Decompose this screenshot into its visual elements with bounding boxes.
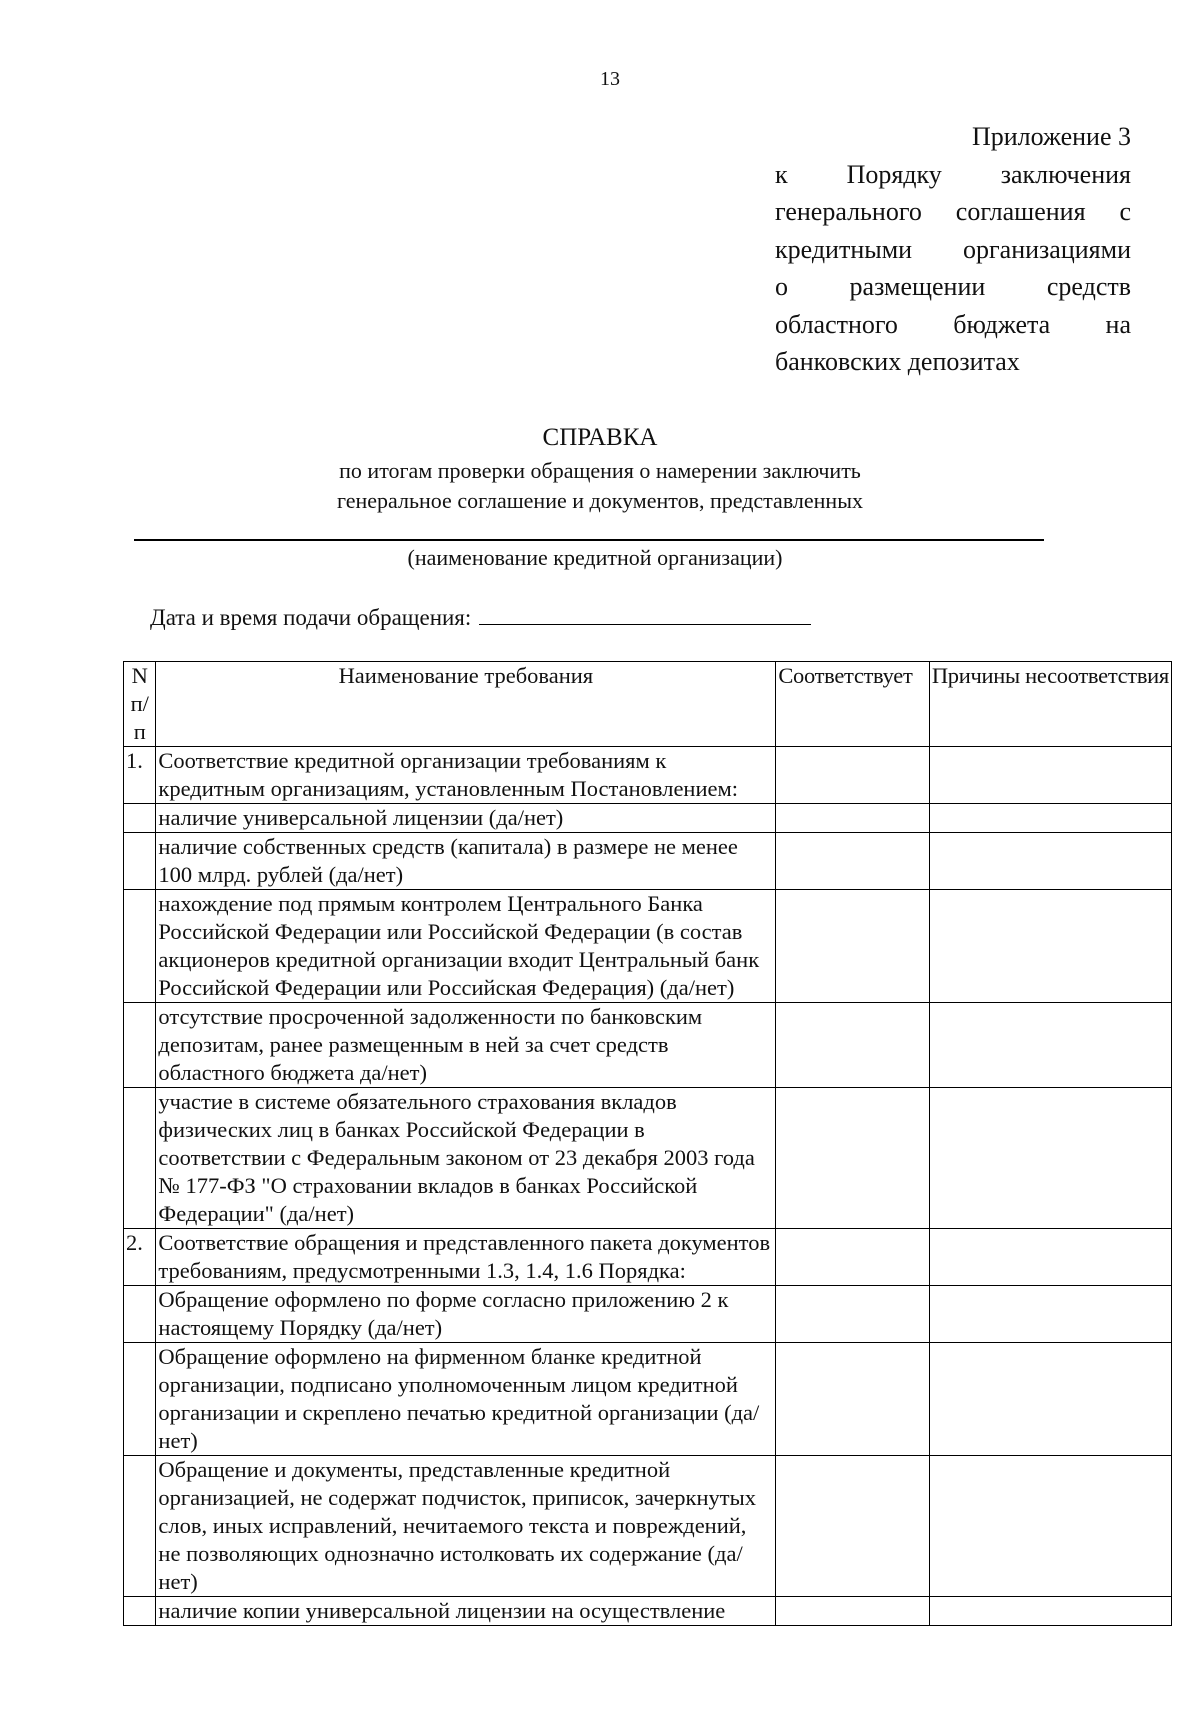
reason-cell[interactable] bbox=[929, 747, 1171, 804]
table-row bbox=[124, 1286, 1172, 1343]
reason-cell[interactable] bbox=[929, 1456, 1171, 1597]
row-text: Обращение оформлено на фирменном бланке кредитной организации, подписано уполномоченным лицом кредитной организации и скреплено печатью кредитной организации (да/нет) bbox=[156, 1343, 776, 1456]
match-cell[interactable] bbox=[776, 804, 930, 833]
date-input-line[interactable] bbox=[479, 602, 811, 625]
table-row bbox=[124, 833, 1172, 890]
match-cell[interactable] bbox=[776, 747, 930, 804]
header-num: N п/п bbox=[124, 662, 156, 747]
reason-cell[interactable] bbox=[929, 1597, 1171, 1626]
appendix-block bbox=[775, 118, 1131, 381]
appendix-line: кредитными организациями bbox=[775, 234, 1131, 264]
match-cell[interactable] bbox=[776, 1286, 930, 1343]
date-field bbox=[150, 602, 811, 631]
reason-cell[interactable] bbox=[929, 1229, 1171, 1286]
header-reasons: Причины несоответствия bbox=[929, 662, 1171, 747]
match-cell[interactable] bbox=[776, 890, 930, 1003]
table-row bbox=[124, 747, 1172, 804]
reason-cell[interactable] bbox=[929, 833, 1171, 890]
row-num: 1. bbox=[124, 747, 156, 804]
row-text: наличие универсальной лицензии (да/нет) bbox=[156, 804, 776, 833]
reason-cell[interactable] bbox=[929, 1088, 1171, 1229]
requirements-table bbox=[123, 661, 1172, 1626]
row-text: отсутствие просроченной задолженности по банковским депозитам, ранее размещенным в ней за счет средств областного бюджета да/нет) bbox=[156, 1003, 776, 1088]
match-cell[interactable] bbox=[776, 1456, 930, 1597]
match-cell[interactable] bbox=[776, 1088, 930, 1229]
row-num bbox=[124, 1456, 156, 1597]
reason-cell[interactable] bbox=[929, 890, 1171, 1003]
org-name-line[interactable] bbox=[134, 539, 1044, 541]
subtitle-line-1: по итогам проверки обращения о намерении заключить bbox=[339, 458, 861, 483]
match-cell[interactable] bbox=[776, 1229, 930, 1286]
table-row bbox=[124, 1343, 1172, 1456]
appendix-line: о размещении средств bbox=[775, 272, 1131, 301]
row-num bbox=[124, 1003, 156, 1088]
appendix-line: генерального соглашения с bbox=[775, 197, 1131, 226]
header-name: Наименование требования bbox=[156, 662, 776, 747]
row-num bbox=[124, 1286, 156, 1343]
document-title: СПРАВКА bbox=[542, 424, 658, 451]
reason-cell[interactable] bbox=[929, 804, 1171, 833]
row-num bbox=[124, 804, 156, 833]
table-row bbox=[124, 1003, 1172, 1088]
table-row bbox=[124, 890, 1172, 1003]
table-row bbox=[124, 1597, 1172, 1626]
appendix-title: Приложение 3 bbox=[971, 122, 1131, 151]
row-num bbox=[124, 1088, 156, 1229]
row-num bbox=[124, 1597, 156, 1626]
appendix-line: областного бюджета на bbox=[775, 309, 1131, 339]
table-header-row bbox=[124, 662, 1172, 747]
row-text: Соответствие кредитной организации требованиям к кредитным организациям, установленным Постановлением: bbox=[156, 747, 776, 804]
table-row bbox=[124, 1229, 1172, 1286]
match-cell[interactable] bbox=[776, 833, 930, 890]
row-text: наличие собственных средств (капитала) в размере не менее 100 млрд. рублей (да/нет) bbox=[156, 833, 776, 890]
table-row bbox=[124, 804, 1172, 833]
org-name-caption: (наименование кредитной организации) bbox=[407, 545, 783, 570]
row-text: нахождение под прямым контролем Центрального Банка Российской Федерации или Российской Федерации (в состав акционеров кредитной организации входит Центральный банк Российской Федерации или Российская Федерация) (да/нет) bbox=[156, 890, 776, 1003]
table-row bbox=[124, 1088, 1172, 1229]
table-row bbox=[124, 1456, 1172, 1597]
reason-cell[interactable] bbox=[929, 1343, 1171, 1456]
reason-cell[interactable] bbox=[929, 1003, 1171, 1088]
match-cell[interactable] bbox=[776, 1597, 930, 1626]
match-cell[interactable] bbox=[776, 1003, 930, 1088]
match-cell[interactable] bbox=[776, 1343, 930, 1456]
reason-cell[interactable] bbox=[929, 1286, 1171, 1343]
date-label: Дата и время подачи обращения: bbox=[150, 605, 472, 630]
appendix-line: банковских депозитах bbox=[775, 347, 1020, 376]
subtitle-line-2: генеральное соглашение и документов, представленных bbox=[337, 488, 863, 513]
row-text: Обращение оформлено по форме согласно приложению 2 к настоящему Порядку (да/нет) bbox=[156, 1286, 776, 1343]
row-num bbox=[124, 890, 156, 1003]
row-text: наличие копии универсальной лицензии на осуществление bbox=[156, 1597, 776, 1626]
row-num bbox=[124, 1343, 156, 1456]
row-num: 2. bbox=[124, 1229, 156, 1286]
page-number: 13 bbox=[600, 68, 620, 90]
appendix-line: к Порядку заключения bbox=[775, 159, 1131, 189]
row-text: участие в системе обязательного страхования вкладов физических лиц в банках Российской Федерации в соответствии с Федеральным законом от 23 декабря 2003 года № 177-ФЗ "О страховании вкладов в банках Российской Федерации" (да/нет) bbox=[156, 1088, 776, 1229]
row-num bbox=[124, 833, 156, 890]
row-text: Обращение и документы, представленные кредитной организацией, не содержат подчисток, приписок, зачеркнутых слов, иных исправлений, нечитаемого текста и повреждений, не позволяющих однозначно истолковать их содержание (да/нет) bbox=[156, 1456, 776, 1597]
row-text: Соответствие обращения и представленного пакета документов требованиям, предусмотренными 1.3, 1.4, 1.6 Порядка: bbox=[156, 1229, 776, 1286]
header-match: Соответствует bbox=[776, 662, 930, 747]
